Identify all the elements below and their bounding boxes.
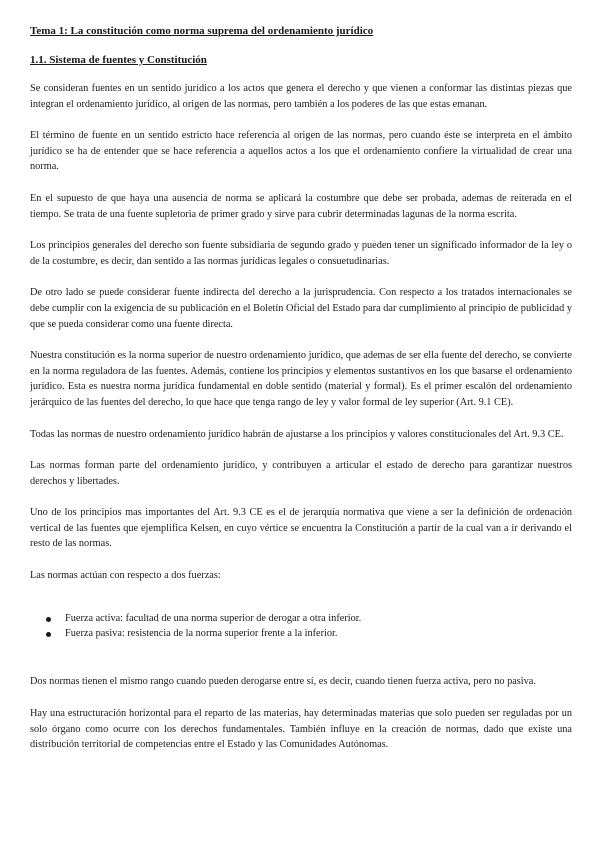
paragraph: En el supuesto de que haya una ausencia de norma se aplicará la costumbre que debe ser probada, ademas de reiterada en el tiempo. Se trata de una fuente supletoria de primer grado y sirve para cubrir determinadas lagunas de la norma escrita.: [30, 192, 572, 220]
paragraph: Las normas actúan con respecto a dos fuerzas:: [30, 570, 221, 582]
list-item-text: Fuerza pasiva: resistencia de la norma superior frente a la inferior.: [65, 628, 338, 640]
list-item-text: Fuerza activa: facultad de una norma superior de derogar a otra inferior.: [65, 612, 362, 624]
paragraph: Uno de los principios mas importantes del Art. 9.3 CE es el de jerarquía normativa que viene a ser la definición de ordenación vertical de las fuentes que ejemplifica Kelsen, en cuyo vértice se encuentra la Constitución a partir de la cual van a ir derivando el resto de las normas.: [30, 507, 572, 550]
paragraph: Dos normas tienen el mismo rango cuando pueden derogarse entre sí, es decir, cuando tienen fuerza activa, pero no pasiva.: [30, 676, 536, 688]
paragraph: Hay una estructuración horizontal para el reparto de las materias, hay determinadas materias que solo pueden ser reguladas por un solo órgano como ocurre con los derechos fundamentales. También influye en la creación de normas, dado que existe una distribución territorial de competencias entre el Estado y las Comunidades Autónomas.: [30, 708, 572, 751]
paragraph: El término de fuente en un sentido estricto hace referencia al origen de las normas, pero cuando éste se interpreta en el ámbito jurídico se ha de entender que se hace referencia a aquellos actos a los que el ordenamiento confiere la virtualidad de crear una norma.: [30, 130, 572, 173]
bullet-icon: [46, 632, 51, 637]
bullet-list: [30, 611, 572, 642]
paragraph: Nuestra constitución es la norma superior de nuestro ordenamiento jurídico, que ademas de ser ella fuente del derecho, se convierte en la norma reguladora de las fuentes. Además, contiene los principios y elementos sustantivos en los que basarse el ordenamiento jurídico. Esta es nuestra norma jurídica fundamental en doble sentido (material y formal). Es el primer escalón del ordenamiento jerárquico de las fuentes del derecho, lo que hace que tenga rango de ley y valor formal de ley superior (Art. 9.1 CE).: [30, 350, 572, 408]
paragraph: Las normas forman parte del ordenamiento jurídico, y contribuyen a articular el estado de derecho para garantizar nuestros derechos y libertades.: [30, 460, 572, 487]
document-page: [30, 24, 572, 769]
paragraph: Se consideran fuentes en un sentido jurídico a los actos que genera el derecho y que vienen a conformar las distintas piezas que integran el ordenamiento jurídico, al origen de las normas, pero también a los poderes de las que estas emanan.: [30, 83, 572, 110]
paragraph: Todas las normas de nuestro ordenamiento jurídico habrán de ajustarse a los principios y valores constitucionales del Art. 9.3 CE.: [30, 428, 564, 440]
section-heading: 1.1. Sistema de fuentes y Constitución: [30, 54, 207, 66]
bullet-icon: [46, 617, 51, 622]
paragraph: De otro lado se puede considerar fuente indirecta del derecho a la jurisprudencia. Con respecto a los tratados internacionales se debe cumplir con la exigencia de su publicación en el Boletín Oficial del Estado para dar cumplimiento al principio de publicidad y que se pueda considerar como una fuente directa.: [30, 287, 572, 330]
document-title: Tema 1: La constitución como norma suprema del ordenamiento jurídico: [30, 25, 374, 37]
list-item: [30, 611, 572, 626]
list-item: [30, 626, 572, 641]
paragraph: Los principios generales del derecho son fuente subsidiaria de segundo grado y pueden tener un significado informador de la ley o de la costumbre, es decir, dan sentido a las normas jurídicas legales o consuetudinarias.: [30, 240, 572, 267]
